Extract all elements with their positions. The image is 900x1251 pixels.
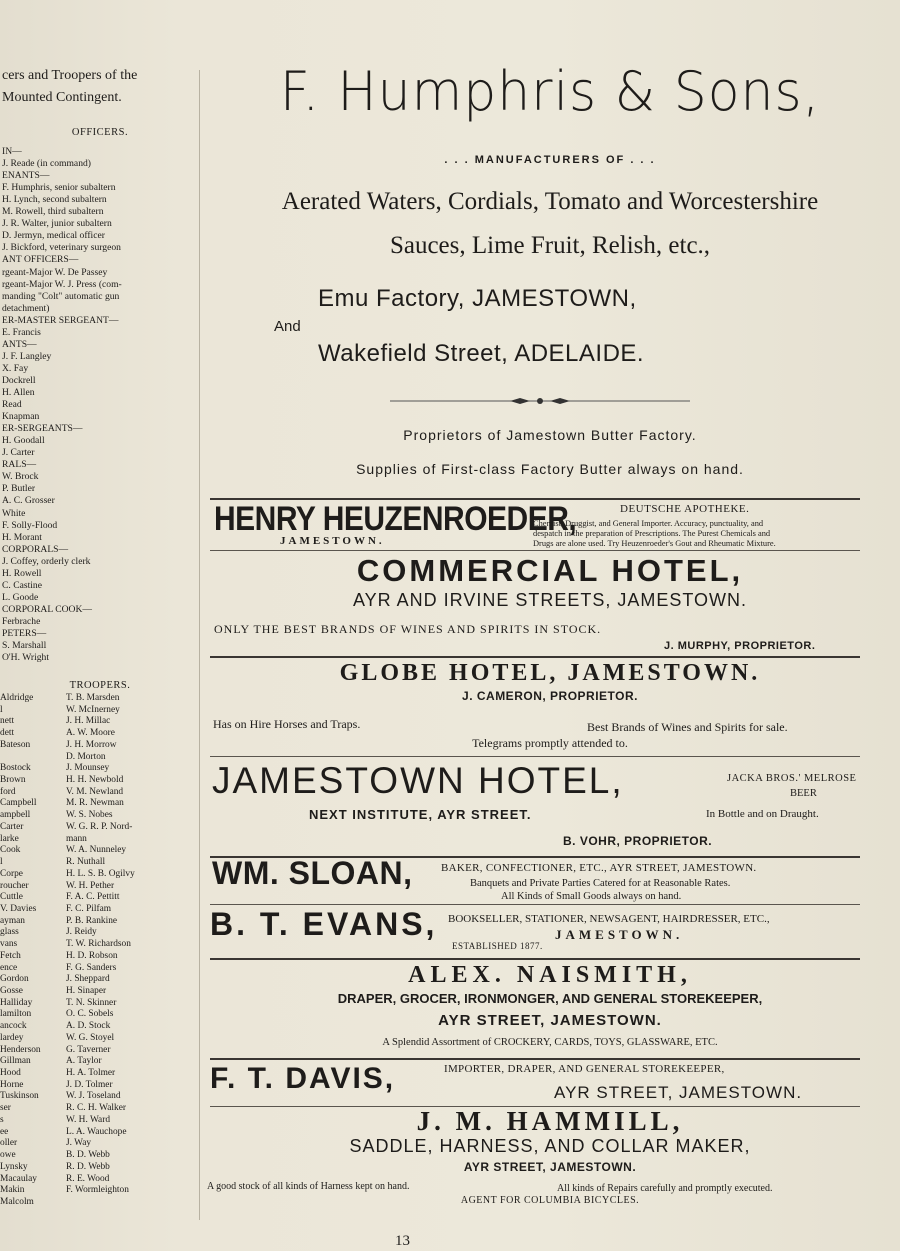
trooper-name-col1: Aldridge — [0, 693, 34, 703]
jamestown-hotel-beer-line3: In Bottle and on Draught. — [706, 808, 819, 820]
rule-heuzenroeder-bottom — [210, 550, 860, 551]
trooper-name-col2: R. E. Wood — [66, 1173, 110, 1184]
officer-line: J. Carter — [2, 447, 35, 459]
officer-line: Dockrell — [2, 374, 36, 386]
sloan-line1: BAKER, CONFECTIONER, ETC., AYR STREET, JAMESTOWN. — [441, 862, 757, 874]
trooper-name-col2: O. C. Sobels — [66, 1009, 114, 1020]
humphris-street: Wakefield Street, ADELAIDE. — [318, 340, 645, 367]
officer-line: H. Goodall — [2, 435, 45, 447]
trooper-name-col2: M. R. Newman — [66, 798, 124, 809]
hammill-repairs: All kinds of Repairs carefully and promptly executed. — [557, 1183, 773, 1194]
trooper-name-col2: W. H. Pether — [66, 880, 115, 891]
officer-line: D. Jermyn, medical officer — [2, 230, 105, 242]
evans-town: JAMESTOWN. — [555, 927, 684, 942]
jamestown-hotel-beer-line1: JACKA BROS.' MELROSE — [727, 773, 857, 784]
page-number: 13 — [395, 1233, 410, 1249]
heuzenroeder-town: JAMESTOWN. — [280, 535, 385, 547]
trooper-name-col2: A. W. Moore — [66, 728, 115, 739]
trooper-name-col1: Tuskinson — [0, 1091, 39, 1102]
column-divider — [199, 70, 200, 1220]
sloan-line2: Banquets and Private Parties Catered for at Reasonable Rates. — [470, 878, 731, 889]
trooper-name-col2: W. A. Nunneley — [66, 845, 127, 856]
trooper-name-col2: H. Sinaper — [66, 986, 107, 996]
officer-line: RALS— — [2, 459, 37, 471]
officer-line: W. Brock — [2, 471, 39, 483]
rule-evans-bottom — [210, 958, 860, 960]
trooper-name-col1: glass — [0, 927, 19, 938]
commercial-hotel-brands: ONLY THE BEST BRANDS OF WINES AND SPIRITS IN STOCK. — [214, 622, 602, 636]
officer-line: IN— — [2, 146, 22, 157]
trooper-name-col1: ayman — [0, 915, 25, 926]
trooper-name-col2: mann — [66, 833, 87, 844]
commercial-hotel-proprietor: J. MURPHY, PROPRIETOR. — [664, 640, 816, 652]
trooper-name-col1: ee — [0, 1126, 9, 1137]
trooper-name-col1: ser — [0, 1103, 11, 1114]
officer-line: E. Francis — [2, 326, 41, 338]
left-column-roster — [0, 0, 200, 1251]
trooper-name-col1: s — [0, 1114, 4, 1125]
trooper-name-col1: Gillman — [0, 1056, 31, 1067]
trooper-name-col1: ford — [0, 786, 16, 797]
trooper-name-col2: A. Taylor — [66, 1056, 102, 1067]
ornament-divider — [390, 398, 690, 404]
officer-line: rgeant-Major W. De Passey — [2, 266, 108, 278]
officer-line: F. Solly-Flood — [2, 519, 58, 531]
globe-hotel-horses: Has on Hire Horses and Traps. — [213, 717, 361, 731]
jamestown-hotel-proprietor: B. VOHR, PROPRIETOR. — [563, 834, 713, 848]
hammill-trade: SADDLE, HARNESS, AND COLLAR MAKER, — [349, 1136, 751, 1156]
trooper-name-col2: A. D. Stock — [66, 1021, 111, 1032]
trooper-name-col2: T. N. Skinner — [66, 997, 117, 1008]
evans-established: ESTABLISHED 1877. — [452, 941, 543, 951]
naismith-assortment: A Splendid Assortment of CROCKERY, CARDS, TOYS, GLASSWARE, ETC. — [382, 1037, 718, 1048]
humphris-butter-supplies: Supplies of First-class Factory Butter always on hand. — [356, 461, 744, 477]
officer-line: rgeant-Major W. J. Press (com- — [2, 278, 122, 290]
trooper-name-col1: lardey — [0, 1032, 24, 1043]
officer-line: P. Butler — [2, 483, 36, 495]
officer-line: J. F. Langley — [2, 350, 52, 362]
trooper-name-col2: J. Way — [66, 1138, 92, 1149]
trooper-name-col2: W. McInerney — [66, 704, 120, 715]
trooper-name-col1: owe — [0, 1150, 16, 1161]
globe-hotel-proprietor: J. CAMERON, PROPRIETOR. — [462, 689, 638, 703]
davis-line1: IMPORTER, DRAPER, AND GENERAL STOREKEEPER, — [444, 1063, 725, 1075]
trooper-name-col1: roucher — [0, 880, 29, 891]
trooper-name-col2: W. G. Stoyel — [66, 1032, 115, 1043]
trooper-name-col2: H. A. Tolmer — [66, 1068, 116, 1079]
heuzenroeder-desc3: Drugs are alone used. Try Heuzenroeder's Gout and Rheumatic Mixture. — [533, 539, 776, 548]
officer-line: A. C. Grosser — [2, 495, 55, 507]
officer-line: White — [2, 507, 26, 519]
naismith-trades: DRAPER, GROCER, IRONMONGER, AND GENERAL STOREKEEPER, — [337, 991, 763, 1006]
trooper-name-col2: R. C. H. Walker — [66, 1103, 127, 1114]
officer-line: H. Morant — [2, 531, 42, 543]
trooper-name-col1: ence — [0, 962, 18, 973]
rule-naismith-bottom — [210, 1058, 860, 1060]
trooper-name-col1: Makin — [0, 1185, 25, 1196]
officer-line: C. Castine — [2, 579, 42, 591]
globe-hotel-wines: Best Brands of Wines and Spirits for sale. — [587, 720, 788, 734]
trooper-name-col1: lamilton — [0, 1009, 32, 1020]
officer-line: H. Lynch, second subaltern — [2, 194, 107, 206]
trooper-name-col1: l — [0, 857, 3, 868]
troopers-title: TROOPERS. — [69, 680, 131, 691]
officer-line: ENANTS— — [2, 170, 50, 182]
hammill-name: J. M. HAMMILL, — [416, 1106, 684, 1136]
officer-line: J. R. Walter, junior subaltern — [2, 218, 112, 230]
trooper-name-col1: dett — [0, 728, 15, 739]
officer-line: ANT OFFICERS— — [2, 254, 79, 266]
humphris-butter-factory: Proprietors of Jamestown Butter Factory. — [403, 427, 697, 443]
trooper-name-col1: Corpe — [0, 868, 23, 879]
trooper-name-col2: J. Reidy — [66, 927, 97, 938]
trooper-name-col2: T. B. Marsden — [66, 693, 120, 703]
humphris-products-line2: Sauces, Lime Fruit, Relish, etc., — [389, 232, 711, 259]
heuzenroeder-desc2: despatch in the preparation of Prescriptions. The Purest Chemicals and — [533, 529, 771, 538]
trooper-name-col1: vans — [0, 939, 18, 950]
roster-heading-line1: cers and Troopers of the — [2, 68, 138, 83]
trooper-name-col1: Henderson — [0, 1044, 41, 1055]
trooper-name-col2: T. W. Richardson — [66, 939, 131, 950]
jamestown-hotel-beer-line2: BEER — [790, 788, 817, 799]
sloan-line3: All Kinds of Small Goods always on hand. — [501, 891, 682, 902]
trooper-name-col2: J. H. Millac — [66, 716, 111, 727]
trooper-name-col2: H. D. Robson — [66, 950, 118, 961]
jamestown-hotel-name: JAMESTOWN HOTEL, — [212, 760, 624, 801]
officer-line: manding "Colt" automatic gun — [2, 290, 120, 302]
jamestown-hotel-address: NEXT INSTITUTE, AYR STREET. — [309, 807, 532, 822]
trooper-name-col2: F. G. Sanders — [66, 962, 117, 973]
naismith-name: ALEX. NAISMITH, — [408, 962, 692, 988]
trooper-name-col2: G. Taverner — [66, 1044, 111, 1055]
trooper-name-col1: Horne — [0, 1079, 24, 1090]
trooper-name-col2: J. Sheppard — [66, 974, 110, 985]
commercial-hotel-streets: AYR AND IRVINE STREETS, JAMESTOWN. — [352, 590, 748, 610]
trooper-name-col2: J. H. Morrow — [66, 739, 117, 750]
officer-line: Ferbrache — [2, 615, 41, 627]
trooper-name-col1: Lynsky — [0, 1161, 28, 1172]
officer-line: J. Reade (in command) — [2, 158, 91, 170]
humphris-and: And — [274, 318, 301, 335]
officer-line: H. Allen — [2, 387, 35, 398]
officer-line: L. Goode — [2, 591, 39, 603]
trooper-name-col2: R. Nuthall — [66, 857, 106, 868]
humphris-products-line1: Aerated Waters, Cordials, Tomato and Worcestershire — [281, 188, 819, 215]
trooper-name-col2: W. S. Nobes — [66, 810, 113, 821]
heuzenroeder-apotheke: DEUTSCHE APOTHEKE. — [620, 503, 750, 515]
commercial-hotel-name: COMMERCIAL HOTEL, — [356, 553, 744, 588]
davis-name: F. T. DAVIS, — [210, 1062, 396, 1095]
heuzenroeder-desc1: Chemist, Druggist, and General Importer. Accuracy, punctuality, and — [533, 519, 764, 528]
trooper-name-col2: L. A. Wauchope — [66, 1126, 127, 1137]
trooper-name-col2: W. G. R. P. Nord- — [66, 821, 133, 832]
trooper-name-col1: larke — [0, 833, 19, 844]
trooper-name-col2: D. Morton — [66, 751, 106, 762]
trooper-name-col1: Cuttle — [0, 892, 23, 903]
roster-heading-line2: Mounted Contingent. — [2, 90, 122, 105]
trooper-name-col1: Bostock — [0, 763, 31, 774]
trooper-name-col2: P. B. Rankine — [66, 915, 118, 926]
officer-line: CORPORALS— — [2, 543, 69, 555]
trooper-name-col1: Gordon — [0, 974, 29, 985]
naismith-street: AYR STREET, JAMESTOWN. — [438, 1012, 662, 1029]
officer-line: Read — [2, 399, 22, 411]
hammill-street: AYR STREET, JAMESTOWN. — [463, 1160, 637, 1174]
officer-line: detachment) — [2, 302, 50, 314]
officer-line: ER-SERGEANTS— — [2, 423, 83, 435]
trooper-name-col1: Gosse — [0, 986, 23, 996]
officer-line: O'H. Wright — [2, 652, 49, 664]
officer-line: X. Fay — [2, 362, 29, 374]
humphris-factory: Emu Factory, JAMESTOWN, — [318, 285, 637, 312]
trooper-name-col1: l — [0, 704, 3, 715]
trooper-name-col2: W. J. Toseland — [66, 1091, 121, 1102]
officer-line: Knapman — [2, 411, 40, 423]
trooper-name-col1: Brown — [0, 775, 26, 786]
trooper-name-col1: ancock — [0, 1021, 27, 1032]
trooper-name-col1: Carter — [0, 821, 24, 832]
trooper-name-col2: F. A. C. Pettitt — [66, 892, 120, 903]
trooper-name-col2: J. D. Tolmer — [66, 1079, 113, 1090]
trooper-name-col2: V. M. Newland — [66, 786, 124, 797]
officer-line: CORPORAL COOK— — [2, 603, 92, 615]
trooper-name-col1: Malcolm — [0, 1196, 34, 1207]
officer-line: ER-MASTER SERGEANT— — [2, 314, 119, 326]
officer-line: F. Humphris, senior subaltern — [2, 182, 116, 194]
officer-line: M. Rowell, third subaltern — [2, 206, 104, 218]
trooper-name-col2: J. Mounsey — [66, 763, 110, 774]
evans-line1: BOOKSELLER, STATIONER, NEWSAGENT, HAIRDRESSER, ETC., — [448, 913, 770, 925]
trooper-name-col1: nett — [0, 716, 15, 727]
officer-line: ANTS— — [2, 338, 37, 350]
hammill-agent: AGENT FOR COLUMBIA BICYCLES. — [460, 1195, 640, 1206]
trooper-name-col1: Fetch — [0, 950, 21, 961]
rule-globe-bottom — [210, 756, 860, 757]
humphris-title: F. Humphris & Sons, — [279, 60, 821, 124]
trooper-name-col2: H. H. Newbold — [66, 775, 124, 786]
trooper-name-col1: oller — [0, 1138, 18, 1149]
humphris-manufacturers: . . . MANUFACTURERS OF . . . — [444, 154, 656, 166]
officer-line: PETERS— — [2, 628, 47, 639]
evans-name: B. T. EVANS, — [210, 906, 438, 942]
trooper-name-col1: V. Davies — [0, 903, 37, 914]
trooper-name-col1: Cook — [0, 845, 21, 856]
officer-line: S. Marshall — [2, 640, 47, 652]
trooper-name-col1: Hood — [0, 1068, 21, 1079]
officers-title: OFFICERS. — [71, 127, 129, 138]
trooper-name-col2: R. D. Webb — [66, 1161, 110, 1172]
hammill-stock: A good stock of all kinds of Harness kept on hand. — [207, 1181, 410, 1192]
sloan-name: WM. SLOAN, — [212, 855, 413, 891]
davis-line2: AYR STREET, JAMESTOWN. — [554, 1083, 803, 1102]
officer-line: J. Coffey, orderly clerk — [2, 555, 91, 567]
trooper-name-col2: B. D. Webb — [66, 1150, 110, 1161]
officer-line: J. Bickford, veterinary surgeon — [2, 242, 121, 254]
trooper-name-col1: ampbell — [0, 810, 31, 821]
globe-hotel-telegrams: Telegrams promptly attended to. — [472, 736, 628, 750]
trooper-name-col2: F. Wormleighton — [66, 1185, 129, 1196]
trooper-name-col1: Bateson — [0, 739, 31, 750]
trooper-name-col1: Halliday — [0, 997, 33, 1008]
trooper-name-col1: Macaulay — [0, 1173, 37, 1184]
officer-line: H. Rowell — [2, 567, 42, 579]
heuzenroeder-name: HENRY HEUZENROEDER, — [214, 500, 577, 538]
trooper-name-col2: F. C. Pilfam — [66, 903, 112, 914]
rule-sloan-bottom — [210, 904, 860, 905]
trooper-name-col1: Campbell — [0, 798, 37, 809]
trooper-name-col2: H. L. S. B. Ogilvy — [66, 868, 135, 879]
globe-hotel-name: GLOBE HOTEL, JAMESTOWN. — [339, 660, 761, 686]
rule-commercial-bottom — [210, 656, 860, 658]
trooper-name-col2: W. H. Ward — [66, 1114, 111, 1125]
